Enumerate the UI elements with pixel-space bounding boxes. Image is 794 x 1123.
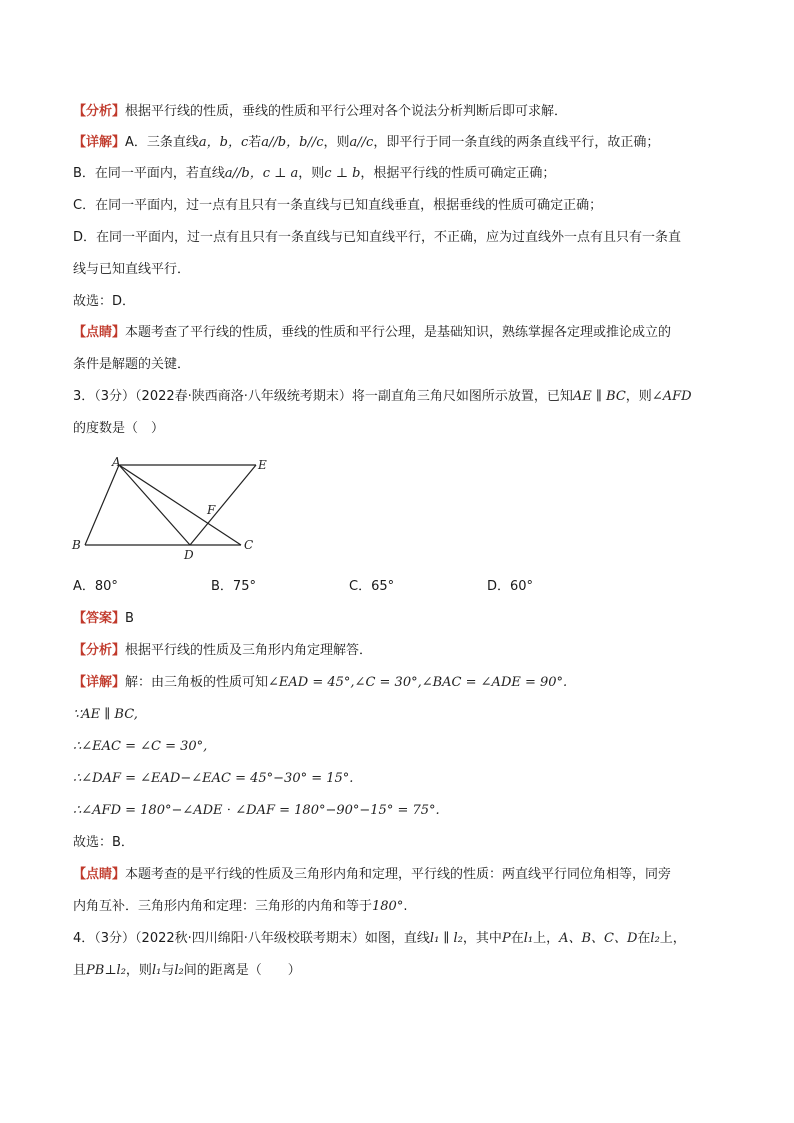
q4-line2-math2: l₁	[151, 963, 162, 978]
q3-comment-tag: 【点睛】	[73, 867, 126, 882]
q4-math2: P	[501, 931, 511, 946]
q3-analysis-line	[73, 641, 734, 661]
comment-text-1: 本题考查了平行线的性质，垂线的性质和平行公理，是基础知识，熟练掌握各定理或推论成立的	[125, 325, 672, 340]
q4-math5: l₂	[650, 931, 660, 946]
answer-value: B	[125, 611, 134, 626]
detail-a-math2: a//c	[349, 135, 374, 150]
label-b: B	[72, 538, 81, 552]
label-d: D	[184, 548, 194, 562]
detail-b-post: ，根据平行线的性质可确定正确；	[360, 166, 556, 181]
q3-analysis-text: 根据平行线的性质及三角形内角定理解答．	[125, 643, 373, 658]
detail-tag: 【详解】	[73, 135, 126, 150]
q3-triangle-figure	[66, 450, 276, 565]
q3-comment-line-1	[73, 865, 734, 885]
q4-line2-post: 间的距离是（ ）	[183, 963, 301, 978]
detail-line-b	[73, 164, 734, 184]
q3-analysis-tag: 【分析】	[73, 643, 126, 658]
detail-line-d1: D．在同一平面内，过一点有且只有一条直线与已知直线平行，不正确，应为过直线外一点有且只有一条直	[73, 230, 682, 245]
detail-a-mid2: ，则	[323, 135, 350, 150]
q3-step-4: ∴∠AFD = 180°−∠ADE ⋅ ∠DAF = 180°−90°−15° = 75°.	[73, 803, 440, 818]
q3-detail-pre: 解：由三角板的性质可知	[125, 675, 269, 690]
detail-b-math1: a//b，c ⊥ a	[224, 166, 299, 181]
q4-math1: l₁ ∥ l₂	[429, 931, 463, 946]
detail-a-mid: 若	[248, 135, 262, 150]
q3-comment-line-2	[73, 897, 734, 917]
q3-header-text: 3．（3分）（2022春·陕西商洛·八年级统考期末）将一副直角三角尺如图所示放置，已知	[73, 389, 573, 404]
q3-comment-post: .	[403, 899, 408, 914]
q4-math3: l₁	[523, 931, 534, 946]
q4-mid2: 在	[510, 931, 524, 946]
choose-line: 故选：D．	[73, 294, 136, 309]
q3-detail-tag: 【详解】	[73, 675, 126, 690]
detail-a-vars: a，b，c	[198, 135, 249, 150]
q3-detail-line	[73, 673, 734, 693]
detail-b-pre: B．在同一平面内，若直线	[73, 166, 225, 181]
q3-option-b: B．75°	[211, 579, 256, 594]
q3-option-c: C．65°	[349, 579, 395, 594]
q3-header-mid: ，则	[625, 389, 652, 404]
analysis-tag: 【分析】	[73, 104, 126, 119]
q3-comment-math: 180°	[372, 899, 404, 914]
analysis-line	[73, 102, 734, 122]
q3-header	[73, 387, 734, 407]
comment-line-2: 条件是解题的关键．	[73, 357, 191, 372]
detail-line-a	[73, 133, 734, 153]
detail-a-math1: a//b，b//c	[261, 135, 324, 150]
q4-line2-math1: PB⊥l₂	[86, 963, 126, 978]
q4-line2-pre: 且	[73, 963, 87, 978]
q3-step-3: ∴∠DAF = ∠EAD−∠EAC = 45°−30° = 15°.	[73, 771, 354, 786]
label-e: E	[258, 458, 267, 472]
detail-b-math2: c ⊥ b	[324, 166, 361, 181]
q4-header	[73, 929, 734, 949]
label-f: F	[207, 503, 216, 517]
q4-math4: A、B、C、D	[559, 931, 638, 946]
detail-a-text: A．三条直线	[125, 135, 199, 150]
q3-comment-text-2: 内角互补．三角形内角和定理：三角形的内角和等于	[73, 899, 373, 914]
comment-tag: 【点睛】	[73, 325, 126, 340]
label-a: A	[112, 455, 121, 469]
q4-mid4: 在	[637, 931, 651, 946]
q4-mid1: ，其中	[462, 931, 502, 946]
q3-choose: 故选：B．	[73, 835, 134, 850]
q4-header-pre: 4．（3分）（2022秋·四川绵阳·八年级校联考期末）如图，直线	[73, 931, 430, 946]
detail-b-mid: ，则	[298, 166, 325, 181]
q4-line2-mid2: 与	[161, 963, 175, 978]
segment-ab	[85, 465, 119, 545]
q4-line2-math3: l₂	[174, 963, 184, 978]
q3-comment-text-1: 本题考查的是平行线的性质及三角形内角和定理，平行线的性质：两直线平行同位角相等，同旁	[125, 867, 672, 882]
q3-option-d: D．60°	[487, 579, 534, 594]
comment-line-1	[73, 323, 734, 343]
q3-option-a: A．80°	[73, 579, 118, 594]
label-c: C	[244, 538, 254, 552]
q3-detail-math: ∠EAD = 45°,∠C = 30°,∠BAC = ∠ADE = 90°.	[268, 675, 568, 690]
q4-mid3: 上，	[533, 931, 560, 946]
q3-step-1: ∵AE ∥ BC,	[73, 707, 138, 722]
q4-post: 上，	[659, 931, 686, 946]
answer-tag: 【答案】	[73, 611, 126, 626]
detail-a-post: ，即平行于同一条直线的两条直线平行，故正确；	[373, 135, 660, 150]
q3-header-math: AE ∥ BC	[572, 389, 626, 404]
q3-step-2: ∴∠EAC = ∠C = 30°,	[73, 739, 208, 754]
q3-answer-line	[73, 609, 734, 629]
q4-line2-mid1: ，则	[125, 963, 152, 978]
q3-header-line2: 的度数是（ ）	[73, 421, 165, 436]
detail-line-c: C．在同一平面内，过一点有且只有一条直线与已知直线垂直，根据垂线的性质可确定正确；	[73, 198, 603, 213]
q3-header-math2: ∠AFD	[651, 389, 692, 404]
analysis-text: 根据平行线的性质，垂线的性质和平行公理对各个说法分析判断后即可求解．	[125, 104, 568, 119]
detail-line-d2: 线与已知直线平行．	[73, 262, 191, 277]
q4-line2	[73, 961, 734, 981]
